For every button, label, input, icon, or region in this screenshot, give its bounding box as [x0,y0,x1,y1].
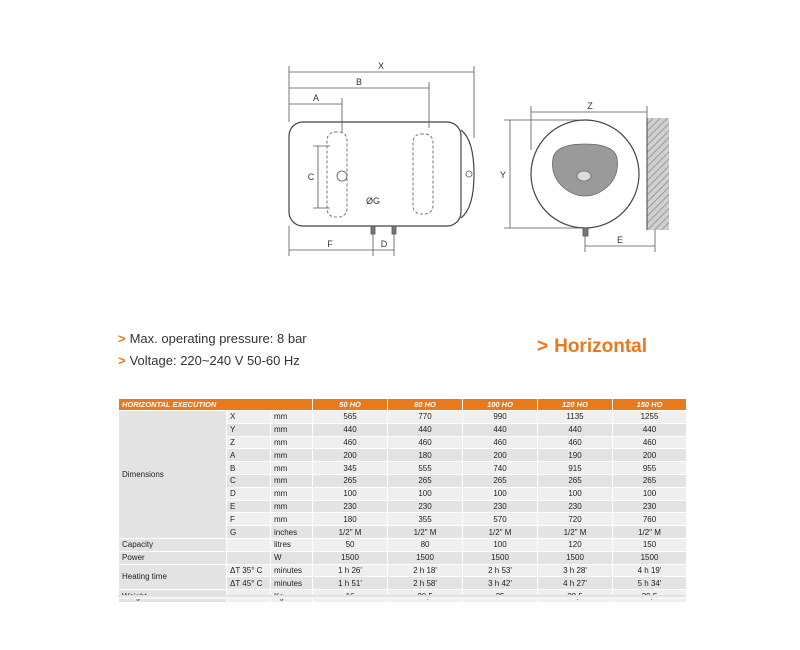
table-cell: 1500 [313,551,388,564]
title-arrow: > [537,336,549,357]
table-cell: 100 [463,538,538,551]
table-cell: 200 [613,449,687,462]
row-unit: mm [271,423,313,436]
header-model: 50 HO [313,399,388,411]
dim-label-z: Z [587,101,593,111]
table-cell: 230 [313,500,388,513]
technical-drawing [0,0,800,320]
table-cell: 230 [538,500,613,513]
dim-label-e: E [616,235,624,245]
row-symbol: A [227,449,271,462]
bullet-arrow: > [118,353,126,368]
row-symbol: Y [227,423,271,436]
table-cell: 100 [538,487,613,500]
table-cell: 570 [463,513,538,526]
pressure-text: Max. operating pressure: 8 bar [129,331,307,346]
voltage-text: Voltage: 220~240 V 50-60 Hz [129,353,300,368]
dim-label-b: B [355,77,363,87]
table-row [119,411,687,424]
row-unit: mm [271,474,313,487]
row-unit: litres [271,538,313,551]
row-symbol: ΔT 45° C [227,577,271,590]
spec-voltage [118,353,300,368]
row-symbol: F [227,513,271,526]
table-cell: 230 [463,500,538,513]
table-cell: 1/2" M [313,526,388,539]
table-cell: 1500 [463,551,538,564]
table-cell: 50 [313,538,388,551]
row-symbol [227,551,271,564]
dim-label-y: Y [499,170,507,180]
row-unit: mm [271,449,313,462]
dim-label-c: C [307,172,315,182]
header-model: 120 HO [538,399,613,411]
table-cell: 4 h 27' [538,577,613,590]
table-cell: 80 [388,538,463,551]
table-cell: 265 [313,474,388,487]
row-unit: minutes [271,577,313,590]
table-cell: 2 h 58' [388,577,463,590]
wall [647,118,669,230]
table-cell: 720 [538,513,613,526]
spec-pressure [118,331,307,346]
row-unit: mm [271,411,313,424]
row-symbol [227,538,271,551]
spec-table-wrapper [118,398,686,603]
table-cell: 120 [538,538,613,551]
row-unit: inches [271,526,313,539]
row-unit: mm [271,500,313,513]
row-unit: mm [271,436,313,449]
tank-side-view [289,122,461,226]
row-symbol: G [227,526,271,539]
table-cell: 180 [388,449,463,462]
table-cell: 100 [388,487,463,500]
table-cell: 915 [538,462,613,475]
bullet-arrow: > [118,331,126,346]
table-cell: 1500 [538,551,613,564]
table-cell: 440 [388,423,463,436]
row-unit: mm [271,462,313,475]
table-cell: 955 [613,462,687,475]
group-label: Capacity [119,538,227,551]
table-cell: 460 [313,436,388,449]
dim-label-g: ØG [365,196,381,206]
dim-label-f: F [327,239,333,249]
table-cell: 440 [463,423,538,436]
table-cell: 460 [388,436,463,449]
group-label: Heating time [119,564,227,590]
table-shadow [118,595,686,599]
table-cell: 3 h 42' [463,577,538,590]
table-cell: 230 [388,500,463,513]
table-cell: 100 [463,487,538,500]
row-symbol: B [227,462,271,475]
table-cell: 1/2" M [463,526,538,539]
table-cell: 460 [613,436,687,449]
table-cell: 5 h 34' [613,577,687,590]
row-unit: mm [271,513,313,526]
table-cell: 440 [313,423,388,436]
row-unit: mm [271,487,313,500]
table-cell: 1 h 26' [313,564,388,577]
table-cell: 150 [613,538,687,551]
spec-table [118,398,687,603]
table-cell: 2 h 18' [388,564,463,577]
table-cell: 440 [613,423,687,436]
group-label: Power [119,551,227,564]
dim-label-d: D [380,239,388,249]
table-cell: 1/2" M [538,526,613,539]
table-cell: 200 [463,449,538,462]
header-model: 100 HO [463,399,538,411]
table-cell: 265 [463,474,538,487]
table-cell: 990 [463,411,538,424]
dim-label-a: A [312,93,320,103]
table-cell: 4 h 19' [613,564,687,577]
table-cell: 1 h 51' [313,577,388,590]
table-cell: 355 [388,513,463,526]
row-unit: W [271,551,313,564]
table-cell: 460 [463,436,538,449]
table-cell: 200 [313,449,388,462]
row-symbol: Z [227,436,271,449]
table-cell: 100 [613,487,687,500]
table-cell: 1135 [538,411,613,424]
table-cell: 3 h 28' [538,564,613,577]
dim-label-x: X [377,61,385,71]
table-cell: 265 [538,474,613,487]
table-cell: 1500 [613,551,687,564]
row-symbol: C [227,474,271,487]
table-cell: 2 h 53' [463,564,538,577]
table-cell: 555 [388,462,463,475]
table-cell: 100 [313,487,388,500]
table-cell: 345 [313,462,388,475]
table-cell: 265 [613,474,687,487]
table-cell: 760 [613,513,687,526]
row-symbol: E [227,500,271,513]
header-model: 80 HO [388,399,463,411]
table-cell: 1/2" M [388,526,463,539]
table-row [119,538,687,551]
table-row [119,564,687,577]
table-cell: 1/2" M [613,526,687,539]
table-body [119,411,687,603]
table-cell: 770 [388,411,463,424]
section-title [537,336,647,358]
row-symbol: ΔT 35° C [227,564,271,577]
table-cell: 740 [463,462,538,475]
table-cell: 460 [538,436,613,449]
control-shield [552,144,617,196]
table-header-row [119,399,687,411]
group-label: Dimensions [119,411,227,539]
table-row [119,551,687,564]
row-symbol: D [227,487,271,500]
table-cell: 265 [388,474,463,487]
table-cell: 190 [538,449,613,462]
table-cell: 565 [313,411,388,424]
row-unit: minutes [271,564,313,577]
table-cell: 1500 [388,551,463,564]
table-cell: 230 [613,500,687,513]
header-execution: HORIZONTAL EXECUTION [119,399,313,411]
row-symbol: X [227,411,271,424]
table-cell: 180 [313,513,388,526]
table-cell: 1255 [613,411,687,424]
header-model: 150 HO [613,399,687,411]
table-cell: 440 [538,423,613,436]
title-text: Horizontal [554,336,647,357]
